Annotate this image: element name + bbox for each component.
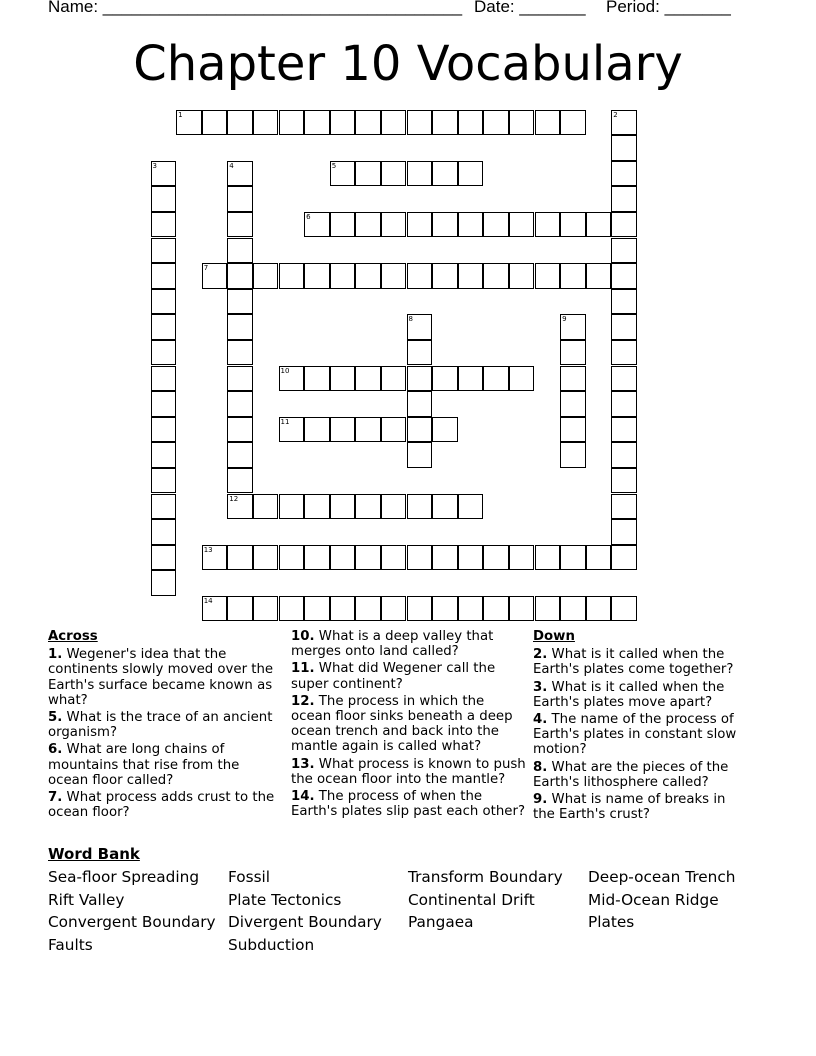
crossword-cell[interactable] [381, 596, 407, 622]
crossword-cell[interactable] [381, 366, 407, 392]
crossword-cell[interactable] [407, 417, 433, 443]
crossword-cell[interactable] [560, 263, 586, 289]
clue-across-11: 11. What did Wegener call the super continent? [291, 661, 496, 692]
crossword-cell[interactable] [560, 391, 586, 417]
crossword-cell[interactable] [509, 110, 535, 136]
down-clues-column [533, 629, 745, 824]
crossword-cell[interactable] [330, 494, 356, 520]
crossword-cell[interactable] [330, 110, 356, 136]
crossword-cell[interactable] [560, 545, 586, 571]
word-bank [48, 866, 788, 957]
word-bank-item: Subduction [228, 936, 315, 955]
word-bank-item: Deep-ocean Trench [588, 868, 736, 886]
crossword-cell[interactable] [407, 263, 433, 289]
crossword-cell[interactable] [227, 289, 253, 315]
crossword-cell[interactable] [279, 263, 305, 289]
crossword-cell[interactable] [560, 110, 586, 136]
clue-number-label: 11 [280, 417, 290, 426]
crossword-cell[interactable] [355, 545, 381, 571]
crossword-cell[interactable] [432, 110, 458, 136]
crossword-cell[interactable] [304, 417, 330, 443]
clue-number-label: 4 [229, 161, 234, 170]
clue-number-label: 12 [229, 494, 239, 503]
clue-number-label: 7 [203, 264, 209, 273]
crossword-cell[interactable] [458, 110, 484, 136]
crossword-cell[interactable] [151, 212, 177, 238]
crossword-cell[interactable] [432, 494, 458, 520]
crossword-cell[interactable] [611, 110, 637, 136]
crossword-cell[interactable] [611, 263, 637, 289]
clue-number-label: 8 [408, 315, 413, 324]
crossword-cell[interactable] [407, 340, 433, 366]
crossword-cell[interactable] [151, 442, 177, 468]
crossword-cell[interactable] [151, 391, 177, 417]
crossword-cell[interactable] [151, 545, 177, 571]
clue-number-label: 13 [203, 545, 213, 554]
crossword-cell[interactable] [151, 519, 177, 545]
word-bank-item: Transform Boundary [408, 868, 563, 886]
clue-down-2: 2. What is it called when the Earth's plates come together? [533, 647, 734, 678]
clue-across-1: 1. Wegener's idea that the continents slowly moved over the Earth's surface became known as what? [48, 647, 274, 708]
word-bank-item: Plates [588, 913, 635, 932]
crossword-cell[interactable] [611, 596, 637, 622]
crossword-cell[interactable] [586, 212, 612, 238]
crossword-cell[interactable] [304, 212, 330, 238]
clue-number-label: 3 [152, 161, 157, 170]
crossword-cell[interactable] [279, 545, 305, 571]
crossword-cell[interactable] [611, 289, 637, 315]
crossword-cell[interactable] [509, 545, 535, 571]
clue-number-label: 2 [613, 110, 618, 119]
crossword-cell[interactable] [483, 212, 509, 238]
crossword-cell[interactable] [227, 442, 253, 468]
word-bank-item: Pangaea [408, 913, 474, 932]
crossword-cell[interactable] [407, 391, 433, 417]
date-field-label: Date: _______ [474, 0, 586, 16]
crossword-cell[interactable] [586, 596, 612, 622]
crossword-cell[interactable] [535, 110, 561, 136]
crossword-cell[interactable] [611, 212, 637, 238]
crossword-cell[interactable] [151, 238, 177, 264]
crossword-cell[interactable] [458, 545, 484, 571]
clue-number-label: 14 [203, 596, 213, 605]
crossword-cell[interactable] [483, 545, 509, 571]
word-bank-item: Divergent Boundary [228, 913, 382, 932]
clue-across-14: 14. The process of when the Earth's plates slip past each other? [291, 789, 526, 820]
crossword-cell[interactable] [611, 186, 637, 212]
crossword-cell[interactable] [151, 417, 177, 443]
crossword-cell[interactable] [458, 161, 484, 187]
crossword-cell[interactable] [227, 110, 253, 136]
crossword-cell[interactable] [176, 110, 202, 136]
crossword-cell[interactable] [407, 596, 433, 622]
crossword-cell[interactable] [509, 366, 535, 392]
crossword-cell[interactable] [151, 366, 177, 392]
crossword-cell[interactable] [560, 314, 586, 340]
word-bank-item: Convergent Boundary [48, 913, 216, 932]
clue-down-9: 9. What is name of breaks in the Earth's crust? [533, 792, 726, 823]
clue-down-4: 4. The name of the process of Earth's plates in constant slow motion? [533, 712, 737, 758]
crossword-cell[interactable] [560, 366, 586, 392]
crossword-cell[interactable] [151, 340, 177, 366]
crossword-cell[interactable] [432, 545, 458, 571]
crossword-cell[interactable] [560, 596, 586, 622]
clue-across-6: 6. What are long chains of mountains that rise from the ocean floor called? [48, 742, 240, 788]
crossword-cell[interactable] [586, 263, 612, 289]
crossword-cell[interactable] [586, 545, 612, 571]
crossword-cell[interactable] [355, 161, 381, 187]
crossword-cell[interactable] [202, 596, 228, 622]
crossword-cell[interactable] [355, 366, 381, 392]
crossword-cell[interactable] [407, 366, 433, 392]
crossword-cell[interactable] [381, 545, 407, 571]
crossword-cell[interactable] [304, 494, 330, 520]
crossword-cell[interactable] [407, 212, 433, 238]
crossword-cell[interactable] [458, 596, 484, 622]
crossword-cell[interactable] [407, 314, 433, 340]
crossword-cell[interactable] [560, 417, 586, 443]
crossword-cell[interactable] [355, 212, 381, 238]
crossword-cell[interactable] [227, 340, 253, 366]
crossword-cell[interactable] [304, 545, 330, 571]
crossword-cell[interactable] [151, 161, 177, 187]
across-heading: Across [48, 629, 98, 644]
crossword-cell[interactable] [381, 417, 407, 443]
crossword-cell[interactable] [355, 110, 381, 136]
crossword-cell[interactable] [151, 186, 177, 212]
crossword-cell[interactable] [611, 494, 637, 520]
crossword-cell[interactable] [151, 570, 177, 596]
across-clues-column-2 [291, 629, 527, 821]
clue-number-label: 5 [331, 161, 337, 170]
crossword-cell[interactable] [509, 212, 535, 238]
crossword-cell[interactable] [227, 391, 253, 417]
crossword-cell[interactable] [227, 212, 253, 238]
crossword-cell[interactable] [407, 161, 433, 187]
crossword-cell[interactable] [330, 596, 356, 622]
crossword-cell[interactable] [458, 212, 484, 238]
crossword-cell[interactable] [611, 417, 637, 443]
crossword-cell[interactable] [253, 545, 279, 571]
crossword-cell[interactable] [355, 596, 381, 622]
page-title: Chapter 10 Vocabulary [133, 36, 683, 92]
crossword-cell[interactable] [483, 263, 509, 289]
crossword-cell[interactable] [279, 596, 305, 622]
across-clues-column-1 [48, 629, 280, 822]
crossword-cell[interactable] [227, 366, 253, 392]
crossword-cell[interactable] [407, 494, 433, 520]
word-bank-item: Continental Drift [408, 890, 535, 909]
word-bank-item: Fossil [228, 868, 271, 886]
crossword-cell[interactable] [407, 545, 433, 571]
crossword-cell[interactable] [509, 596, 535, 622]
crossword-cell[interactable] [279, 494, 305, 520]
crossword-cell[interactable] [560, 212, 586, 238]
crossword-cell[interactable] [432, 263, 458, 289]
crossword-cell[interactable] [202, 263, 228, 289]
clue-number-label: 6 [306, 212, 311, 221]
crossword-cell[interactable] [227, 494, 253, 520]
crossword-cell[interactable] [151, 263, 177, 289]
crossword-cell[interactable] [227, 468, 253, 494]
word-bank-item: Mid-Ocean Ridge [588, 890, 719, 909]
crossword-cell[interactable] [227, 263, 253, 289]
crossword-cell[interactable] [227, 161, 253, 187]
down-heading: Down [533, 629, 575, 644]
crossword-cell[interactable] [330, 161, 356, 187]
clue-number-label: 10 [280, 366, 290, 375]
crossword-cell[interactable] [330, 417, 356, 443]
crossword-cell[interactable] [227, 238, 253, 264]
crossword-cell[interactable] [227, 545, 253, 571]
crossword-cell[interactable] [279, 417, 305, 443]
crossword-cell[interactable] [227, 314, 253, 340]
crossword-cell[interactable] [202, 545, 228, 571]
crossword-cell[interactable] [355, 263, 381, 289]
crossword-cell[interactable] [458, 366, 484, 392]
crossword-cell[interactable] [304, 110, 330, 136]
crossword-cell[interactable] [432, 161, 458, 187]
crossword-cell[interactable] [381, 161, 407, 187]
word-bank-item: Plate Tectonics [228, 890, 342, 909]
crossword-cell[interactable] [432, 212, 458, 238]
crossword-cell[interactable] [304, 263, 330, 289]
crossword-cell[interactable] [611, 519, 637, 545]
clue-number-label: 1 [178, 110, 183, 119]
clue-across-12: 12. The process in which the ocean floor sinks beneath a deep ocean trench and back into the mantle again is called what? [291, 693, 513, 755]
clue-down-8: 8. What are the pieces of the Earth's lithosphere called? [533, 759, 729, 790]
crossword-cell[interactable] [279, 366, 305, 392]
crossword-cell[interactable] [611, 391, 637, 417]
crossword-cell[interactable] [611, 314, 637, 340]
crossword-cell[interactable] [560, 442, 586, 468]
crossword-cell[interactable] [227, 186, 253, 212]
crossword-cell[interactable] [151, 314, 177, 340]
crossword-cell[interactable] [381, 494, 407, 520]
crossword-cell[interactable] [151, 468, 177, 494]
clue-across-7: 7. What process adds crust to the ocean floor? [48, 790, 275, 821]
crossword-cell[interactable] [483, 110, 509, 136]
crossword-cell[interactable] [330, 263, 356, 289]
crossword-cell[interactable] [458, 263, 484, 289]
crossword-cell[interactable] [611, 238, 637, 264]
crossword-cell[interactable] [304, 366, 330, 392]
crossword-cell[interactable] [253, 263, 279, 289]
clue-number-label: 9 [562, 315, 567, 324]
crossword-cell[interactable] [304, 596, 330, 622]
crossword-cell[interactable] [381, 263, 407, 289]
crossword-cell[interactable] [458, 494, 484, 520]
word-bank-item: Sea-floor Spreading [48, 868, 200, 886]
crossword-cell[interactable] [509, 263, 535, 289]
crossword-cell[interactable] [381, 212, 407, 238]
crossword-cell[interactable] [535, 545, 561, 571]
crossword-cell[interactable] [227, 596, 253, 622]
crossword-cell[interactable] [535, 596, 561, 622]
crossword-cell[interactable] [330, 545, 356, 571]
crossword-cell[interactable] [151, 494, 177, 520]
crossword-cell[interactable] [560, 340, 586, 366]
crossword-cell[interactable] [535, 212, 561, 238]
crossword-cell[interactable] [611, 340, 637, 366]
clue-across-10: 10. What is a deep valley that merges onto land called? [291, 629, 494, 660]
crossword-cell[interactable] [611, 442, 637, 468]
crossword-cell[interactable] [253, 494, 279, 520]
name-field-label: Name: ______________________________________ [48, 0, 463, 16]
crossword-cell[interactable] [535, 263, 561, 289]
crossword-cell[interactable] [279, 110, 305, 136]
crossword-cell[interactable] [355, 494, 381, 520]
crossword-cell[interactable] [355, 417, 381, 443]
crossword-cell[interactable] [432, 366, 458, 392]
clue-down-3: 3. What is it called when the Earth's plates move apart? [533, 679, 725, 710]
crossword-cell[interactable] [407, 442, 433, 468]
crossword-cell[interactable] [151, 289, 177, 315]
crossword-cell[interactable] [227, 417, 253, 443]
crossword-cell[interactable] [407, 110, 433, 136]
clue-across-5: 5. What is the trace of an ancient organism? [48, 710, 273, 741]
word-bank-heading: Word Bank [48, 845, 140, 863]
crossword-cell[interactable] [483, 366, 509, 392]
crossword-cell[interactable] [253, 110, 279, 136]
crossword-cell[interactable] [483, 596, 509, 622]
crossword-cell[interactable] [202, 110, 228, 136]
crossword-cell[interactable] [611, 545, 637, 571]
crossword-cell[interactable] [432, 417, 458, 443]
crossword-cell[interactable] [611, 161, 637, 187]
crossword-cell[interactable] [330, 366, 356, 392]
crossword-cell[interactable] [611, 366, 637, 392]
word-bank-item: Faults [48, 936, 93, 955]
crossword-cell[interactable] [432, 596, 458, 622]
clue-across-13: 13. What process is known to push the ocean floor into the mantle? [291, 756, 526, 787]
word-bank-item: Rift Valley [48, 890, 125, 909]
crossword-cell[interactable] [330, 212, 356, 238]
crossword-cell[interactable] [611, 135, 637, 161]
period-field-label: Period: _______ [606, 0, 731, 16]
crossword-cell[interactable] [611, 468, 637, 494]
crossword-cell[interactable] [381, 110, 407, 136]
crossword-cell[interactable] [253, 596, 279, 622]
